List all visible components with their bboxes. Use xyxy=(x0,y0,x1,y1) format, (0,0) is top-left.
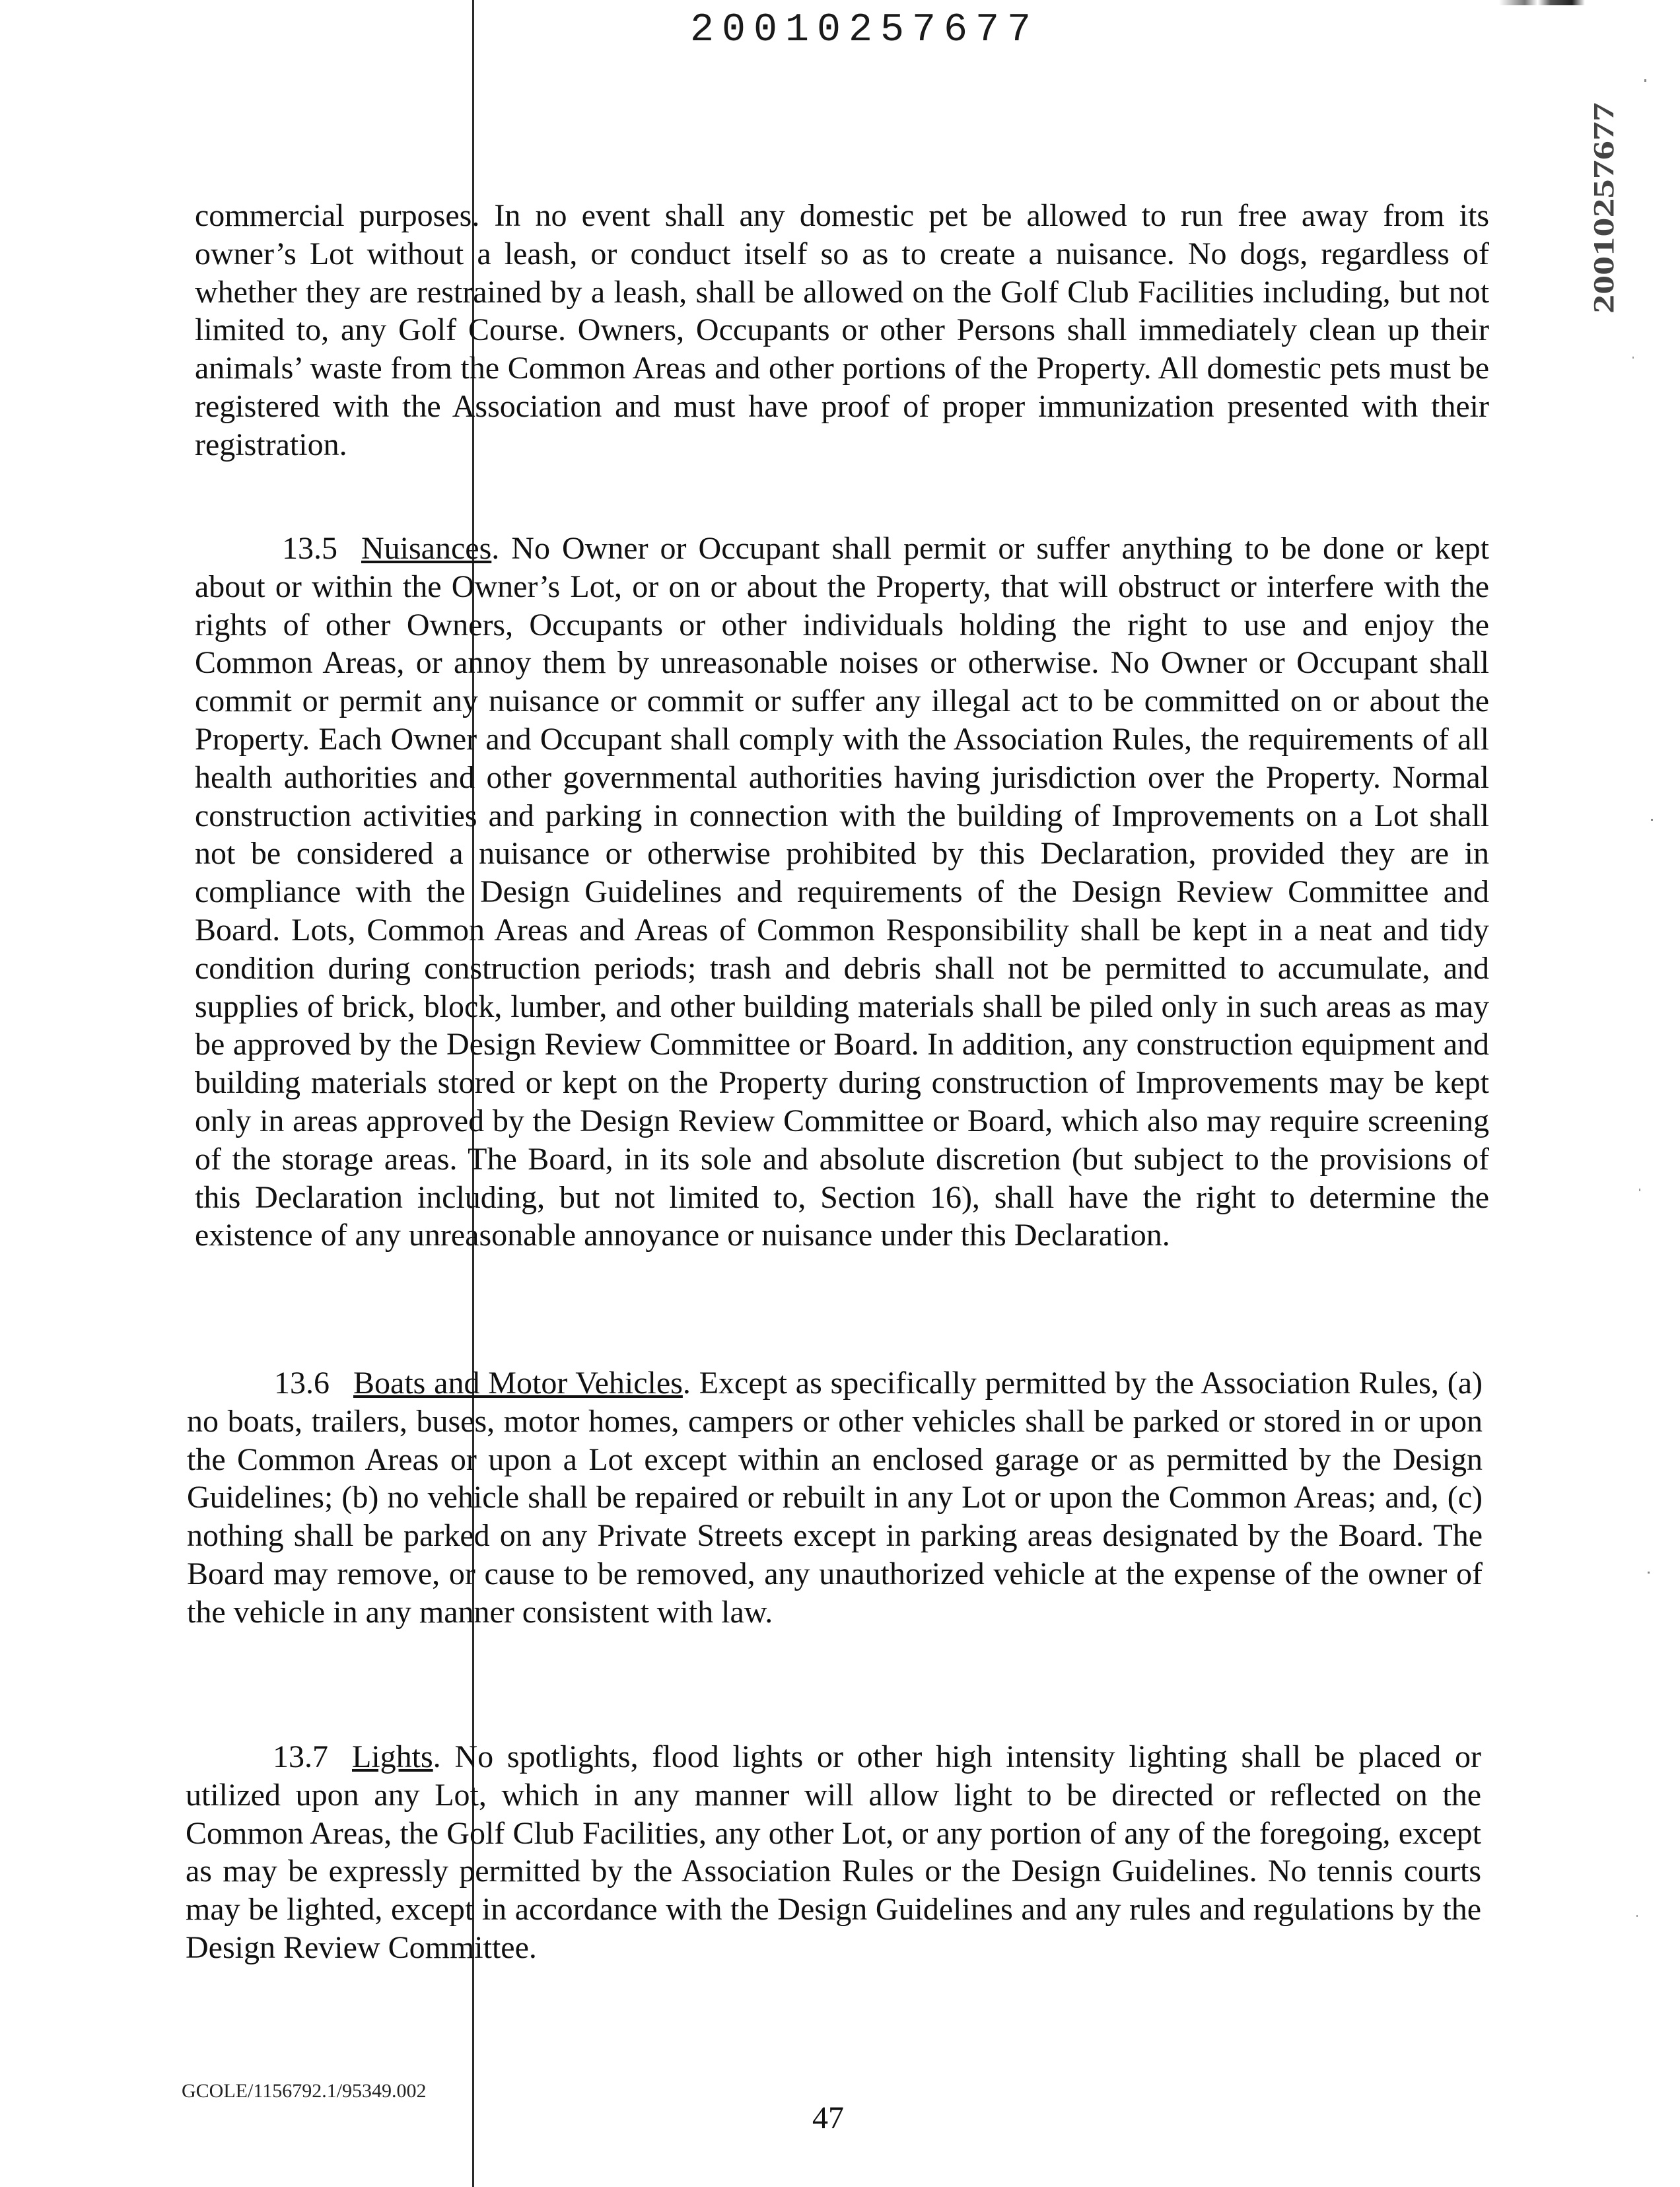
page-number: 47 xyxy=(812,2100,844,2135)
section-body: . No Owner or Occupant shall permit or suffer anything to be done or kept about or within the Owner’s Lot, or on or about the Property, that will obstruct or interfere with the rights of other Owners, Occupants or other individuals holding the right to use and enjoy the Common Areas, or annoy them by unreasonable noises or otherwise. No Owner or Occupant shall commit or permit any nuisance or commit or suffer any illegal act to be committed on or about the Property. Each Owner and Occupant shall comply with the Association Rules, the requirements of all health authorities and other governmental authorities having jurisdiction over the Property. Normal construction activities and parking in connection with the building of Improvements on a Lot shall not be considered a nuisance or otherwise prohibited by this Declaration, provided they are in compliance with the Design Guidelines and requirements of the Design Review Committee and Board. Lots, Common Areas and Areas of Common Responsibility shall be kept in a neat and tidy condition during construction periods; trash and debris shall not be permitted to accumulate, and supplies of brick, block, lumber, and other building materials shall be piled only in such areas as may be approved by the Design Review Committee or Board. In addition, any construction equipment and building materials stored or kept on the Property during construction of Improvements may be kept only in areas approved by the Design Review Committee or Board, which also may require screening of the storage areas. The Board, in its sole and absolute discretion (but subject to the provisions of this Declaration including, but not limited to, Section 16), shall have the right to determine the existence of any unreasonable annoyance or nuisance under this Declaration. xyxy=(195,531,1489,1253)
footer-document-id: GCOLE/1156792.1/95349.002 xyxy=(182,2080,427,2102)
section-number: 13.7 xyxy=(273,1739,328,1774)
section-heading: Lights xyxy=(352,1739,433,1774)
section-13-7-lights xyxy=(186,1738,1481,1967)
paragraph-text: commercial purposes. In no event shall any domestic pet be allowed to run free away from its owner’s Lot without a leash, or conduct itself so as to create a nuisance. No dogs, regardless of whether they are restrained by a leash, shall be allowed on the Golf Club Facilities including, but not limited to, any Golf Course. Owners, Occupants or other Persons shall immediately clean up their animals’ waste from the Common Areas and other portions of the Property. All domestic pets must be registered with the Association and must have proof of proper immunization presented with their registration. xyxy=(195,198,1489,462)
section-heading: Boats and Motor Vehicles xyxy=(353,1366,683,1401)
scan-corner-mark xyxy=(1499,0,1585,5)
section-number: 13.6 xyxy=(274,1366,330,1401)
section-body: . Except as specifically permitted by the Association Rules, (a) no boats, trailers, buses, motor homes, campers or other vehicles shall be parked or stored in or upon the Common Areas or upon a Lot except within an enclosed garage or as permitted by the Design Guidelines; (b) no vehicle shall be repaired or rebuilt in any Lot or upon the Common Areas; and, (c) nothing shall be parked on any Private Streets except in parking areas designated by the Board. The Board may remove, or cause to be removed, any unauthorized vehicle at the expense of the owner of the vehicle in any manner consistent with law. xyxy=(187,1366,1483,1630)
section-heading: Nuisances xyxy=(361,531,492,566)
section-number: 13.5 xyxy=(282,531,337,566)
section-13-5-nuisances xyxy=(195,530,1489,1255)
side-stamp-text: 20010257677 xyxy=(1588,154,1620,314)
recording-number: 20010257677 xyxy=(690,8,1039,53)
section-13-6-boats-and-motor-vehicles xyxy=(187,1364,1483,1632)
side-recording-stamp xyxy=(1582,99,1628,317)
scan-edge-specks xyxy=(1625,0,1664,2187)
section-body: . No spotlights, flood lights or other high intensity lighting shall be placed or utilized upon any Lot, which in any manner will allow light to be directed or reflected on the Common Areas, the Golf Club Facilities, any other Lot, or any portion of any of the foregoing, except as may be expressly permitted by the Association Rules or the Design Guidelines. No tennis courts may be lighted, except in accordance with the Design Guidelines and any rules and regulations by the Design Review Committee. xyxy=(186,1739,1481,1965)
paragraph-pets-continued xyxy=(195,197,1489,464)
